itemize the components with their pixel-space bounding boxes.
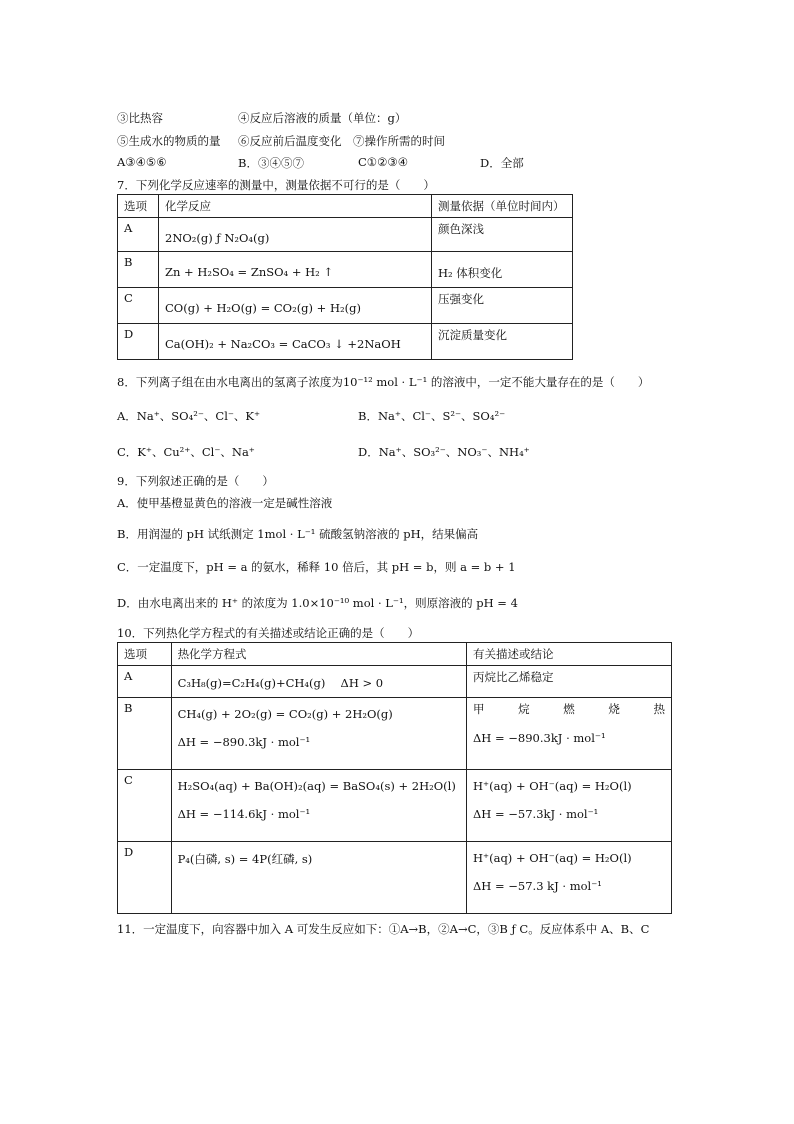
q10-key: D: [118, 842, 172, 914]
q7-reaction: Ca(OH)₂ + Na₂CO₃ = CaCO₃ ↓ +2NaOH: [165, 337, 401, 351]
q7-reaction: CO(g) + H₂O(g) = CO₂(g) + H₂(g): [165, 301, 361, 315]
q8-option-d: D．Na⁺、SO₃²⁻、NO₃⁻、NH₄⁺: [358, 445, 530, 459]
q10-stem: 10．下列热化学方程式的有关描述或结论正确的是（ ）: [117, 626, 420, 640]
q10-table: [117, 642, 672, 914]
q7-basis: H₂ 体积变化: [438, 266, 503, 280]
char: 燃: [563, 702, 575, 716]
q6-option-b: B．③④⑤⑦: [238, 156, 304, 170]
q10-key: A: [118, 666, 172, 698]
q8-stem: 8．下列离子组在由水电离出的氢离子浓度为10⁻¹² mol · L⁻¹ 的溶液中，一定不能大量存在的是（ ）: [117, 375, 650, 389]
q6-item-5: ⑤生成水的物质的量: [117, 134, 221, 148]
q10-equation: C₃H₈(g)=C₂H₄(g)+CH₄(g) ΔH > 0: [177, 676, 384, 690]
q10-conclusion-dh: ΔH = −57.3kJ · mol⁻¹: [473, 807, 599, 821]
q10-equation-dh: ΔH = −114.6kJ · mol⁻¹: [177, 807, 311, 821]
q10-equation: P₄(白磷, s) = 4P(红磷, s): [177, 852, 313, 866]
q10-conclusion-dh: ΔH = −57.3 kJ · mol⁻¹: [473, 879, 602, 893]
q9-option-c: C．一定温度下，pH = a 的氨水，稀释 10 倍后，其 pH = b，则 a = b + 1: [117, 560, 516, 574]
q10-row-c: [118, 770, 672, 842]
q7-key: B: [118, 252, 159, 288]
q10-equation: CH₄(g) + 2O₂(g) = CO₂(g) + 2H₂O(g): [177, 707, 393, 721]
q6-item-6-7: ⑥反应前后温度变化 ⑦操作所需的时间: [238, 134, 445, 148]
q11-stem: 11．一定温度下，向容器中加入 A 可发生反应如下：①A→B，②A→C，③B ƒ C。反应体系中 A、B、C: [117, 922, 650, 936]
q10-conclusion: H⁺(aq) + OH⁻(aq) = H₂O(l): [473, 851, 632, 865]
char: 烧: [608, 702, 620, 716]
q7-basis: 压强变化: [432, 288, 573, 324]
q7-header-row: [118, 195, 573, 218]
q10-key: C: [118, 770, 172, 842]
q6-option-d: D．全部: [480, 156, 524, 170]
q7-key: A: [118, 218, 159, 252]
q7-reaction: Zn + H₂SO₄ = ZnSO₄ + H₂ ↑: [165, 265, 334, 279]
q9-option-b: B．用润湿的 pH 试纸测定 1mol · L⁻¹ 硫酸氢钠溶液的 pH，结果偏高: [117, 527, 479, 541]
q10-header-conclusion: 有关描述或结论: [467, 643, 672, 666]
q7-table: [117, 194, 573, 360]
q6-item-4: ④反应后溶液的质量（单位：g）: [238, 111, 407, 125]
q6-item-3: ③比热容: [117, 111, 163, 125]
q6-option-c: C①②③④: [358, 155, 409, 169]
q7-row-a: [118, 218, 573, 252]
q10-conclusion-justified: [473, 701, 665, 717]
char: 甲: [473, 702, 485, 716]
q7-header-key: 选项: [118, 195, 159, 218]
q7-stem: 7．下列化学反应速率的测量中，测量依据不可行的是（ ）: [117, 178, 435, 192]
q7-key: C: [118, 288, 159, 324]
q7-row-d: [118, 324, 573, 360]
q7-basis: 颜色深浅: [432, 218, 573, 252]
q9-option-a: A．使甲基橙显黄色的溶液一定是碱性溶液: [117, 496, 333, 510]
char: 热: [653, 702, 665, 716]
q7-row-b: [118, 252, 573, 288]
q8-option-c: C．K⁺、Cu²⁺、Cl⁻、Na⁺: [117, 445, 255, 459]
q7-reaction: 2NO₂(g) ƒ N₂O₄(g): [165, 231, 270, 245]
q10-row-d: [118, 842, 672, 914]
char: 烷: [518, 702, 530, 716]
q10-header-key: 选项: [118, 643, 172, 666]
q9-option-d: D．由水电离出来的 H⁺ 的浓度为 1.0×10⁻¹⁰ mol · L⁻¹，则原溶液的 pH = 4: [117, 596, 518, 610]
q7-header-reaction: 化学反应: [159, 195, 432, 218]
q10-row-b: [118, 698, 672, 770]
q7-key: D: [118, 324, 159, 360]
q8-option-b: B．Na⁺、Cl⁻、S²⁻、SO₄²⁻: [358, 409, 506, 423]
q8-option-a: A．Na⁺、SO₄²⁻、Cl⁻、K⁺: [117, 409, 261, 423]
q10-equation: H₂SO₄(aq) + Ba(OH)₂(aq) = BaSO₄(s) + 2H₂O(l): [177, 779, 456, 793]
q6-option-a: A③④⑤⑥: [117, 155, 167, 169]
q7-header-basis: 测量依据（单位时间内）: [432, 195, 573, 218]
q9-stem: 9．下列叙述正确的是（ ）: [117, 474, 274, 488]
q10-header-equation: 热化学方程式: [171, 643, 466, 666]
q10-row-a: [118, 666, 672, 698]
q10-header-row: [118, 643, 672, 666]
q10-conclusion: 丙烷比乙烯稳定: [467, 666, 672, 698]
q10-conclusion-dh: ΔH = −890.3kJ · mol⁻¹: [473, 731, 606, 745]
q7-row-c: [118, 288, 573, 324]
q10-equation-dh: ΔH = −890.3kJ · mol⁻¹: [177, 735, 311, 749]
q7-basis: 沉淀质量变化: [432, 324, 573, 360]
q10-key: B: [118, 698, 172, 770]
q10-conclusion: H⁺(aq) + OH⁻(aq) = H₂O(l): [473, 779, 632, 793]
